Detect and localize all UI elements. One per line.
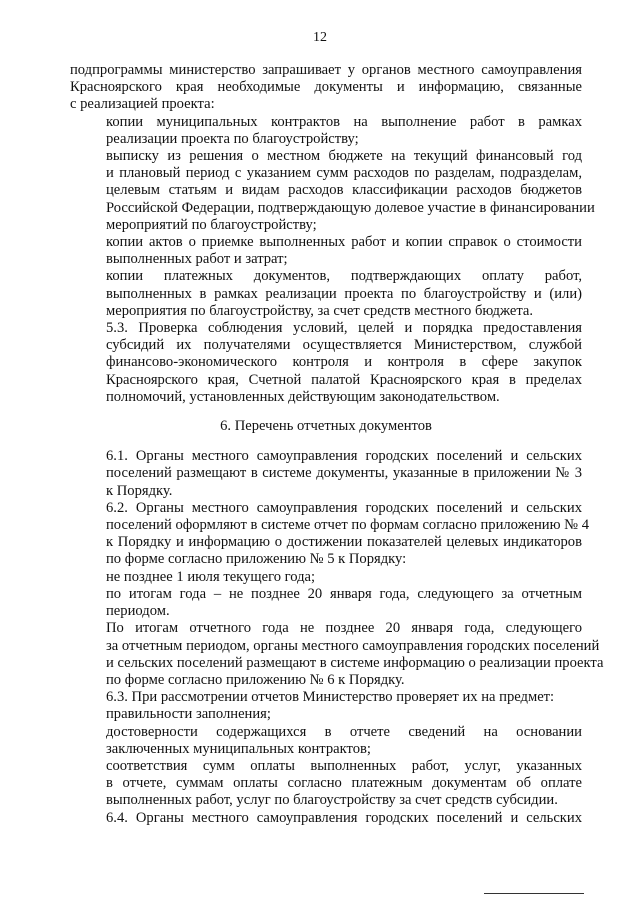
text-line: к Порядку и информацию о достижении показателей целевых индикаторов bbox=[106, 534, 582, 551]
text-line: правильности заполнения; bbox=[106, 706, 271, 723]
paragraph bbox=[70, 569, 582, 586]
paragraph bbox=[70, 499, 590, 569]
paragraph bbox=[70, 234, 582, 268]
text-line: реализации проекта по благоустройству; bbox=[106, 130, 359, 147]
text-line: выполненных в рамках реализации проекта по благоустройству и (или) bbox=[106, 285, 582, 302]
text-line: и сельских поселений размещают в системе информацию о реализации проекта bbox=[106, 654, 604, 671]
text-line: 6.4. Органы местного самоуправления городских поселений и сельских bbox=[106, 809, 582, 826]
paragraph bbox=[70, 268, 582, 320]
text-line: целевым статьям и видам расходов классификации расходов бюджетов bbox=[106, 182, 582, 199]
document-body bbox=[70, 62, 604, 827]
text-line: мероприятия по благоустройству, за счет средств местного бюджета. bbox=[106, 302, 534, 319]
paragraph bbox=[70, 758, 582, 810]
text-line: копии актов о приемке выполненных работ и копии справок о стоимости bbox=[106, 234, 582, 251]
paragraph bbox=[70, 620, 604, 689]
text-line: по форме согласно приложению № 5 к Порядку: bbox=[106, 551, 407, 568]
text-line: заключенных муниципальных контрактов; bbox=[106, 740, 371, 757]
text-line: по итогам года – не позднее 20 января года, следующего за отчетным bbox=[106, 585, 582, 602]
text-line: по форме согласно приложению № 6 к Порядку. bbox=[106, 671, 405, 688]
page-number: 12 bbox=[313, 30, 327, 45]
text-line: полномочий, установленных действующим законодательством. bbox=[106, 388, 500, 405]
text-line: в отчете, суммам оплаты согласно платежным документам об оплате bbox=[106, 775, 582, 792]
text-line: Российской Федерации, подтверждающую долевое участие в финансировании bbox=[106, 199, 595, 216]
text-line: субсидий их получателями осуществляется Министерством, службой bbox=[106, 337, 582, 354]
text-line: копии платежных документов, подтверждающих оплату работ, bbox=[106, 268, 582, 285]
text-line: достоверности содержащихся в отчете сведений на основании bbox=[106, 723, 582, 740]
text-line: 6.2. Органы местного самоуправления городских поселений и сельских bbox=[106, 499, 582, 516]
paragraph bbox=[70, 586, 582, 620]
paragraph bbox=[70, 320, 582, 406]
text-line: 5.3. Проверка соблюдения условий, целей и порядка предоставления bbox=[106, 320, 582, 337]
text-line: и плановый период с указанием сумм расходов по разделам, подразделам, bbox=[106, 165, 582, 182]
paragraph bbox=[70, 810, 582, 827]
text-line: финансово-экономического контроля и контроля в сфере закупок bbox=[106, 354, 582, 371]
text-line: выполненных работ, услуг по благоустройству за счет средств субсидии. bbox=[106, 792, 558, 809]
text-line: По итогам отчетного года не позднее 20 января года, следующего bbox=[106, 620, 582, 637]
paragraph bbox=[70, 148, 595, 234]
text-line: выписку из решения о местном бюджете на текущий финансовый год bbox=[106, 148, 582, 165]
text-line: мероприятий по благоустройству; bbox=[106, 216, 317, 233]
footer-rule bbox=[484, 893, 584, 894]
text-line: поселений размещают в системе документы, указанные в приложении № 3 bbox=[106, 465, 582, 482]
text-line: выполненных работ и затрат; bbox=[106, 251, 288, 268]
section-heading bbox=[70, 418, 582, 435]
paragraph bbox=[70, 448, 582, 500]
text-line: соответствия сумм оплаты выполненных работ, услуг, указанных bbox=[106, 757, 582, 774]
text-line: копии муниципальных контрактов на выполнение работ в рамках bbox=[106, 113, 582, 130]
text-line: к Порядку. bbox=[106, 482, 173, 499]
text-line: не позднее 1 июля текущего года; bbox=[106, 568, 316, 585]
text-line: за отчетным периодом, органы местного самоуправления городских поселений bbox=[106, 637, 600, 654]
text-line: подпрограммы министерство запрашивает у органов местного самоуправления bbox=[70, 62, 582, 78]
text-line: Красноярского края необходимые документы и информацию, связанные bbox=[70, 79, 582, 96]
text-line: 6.3. При рассмотрении отчетов Министерство проверяет их на предмет: bbox=[106, 689, 555, 706]
paragraph bbox=[70, 706, 582, 723]
text-line: 6.1. Органы местного самоуправления городских поселений и сельских bbox=[106, 448, 582, 465]
paragraph bbox=[70, 114, 582, 148]
text-line: поселений оформляют в системе отчет по формам согласно приложению № 4 bbox=[106, 517, 590, 534]
text-line: периодом. bbox=[106, 603, 170, 620]
text-line: 6. Перечень отчетных документов bbox=[220, 418, 432, 435]
paragraph bbox=[70, 724, 582, 758]
text-line: с реализацией проекта: bbox=[70, 96, 215, 113]
paragraph bbox=[70, 689, 582, 706]
paragraph bbox=[70, 62, 582, 114]
text-line: Красноярского края, Счетной палатой Красноярского края в пределах bbox=[106, 371, 582, 388]
